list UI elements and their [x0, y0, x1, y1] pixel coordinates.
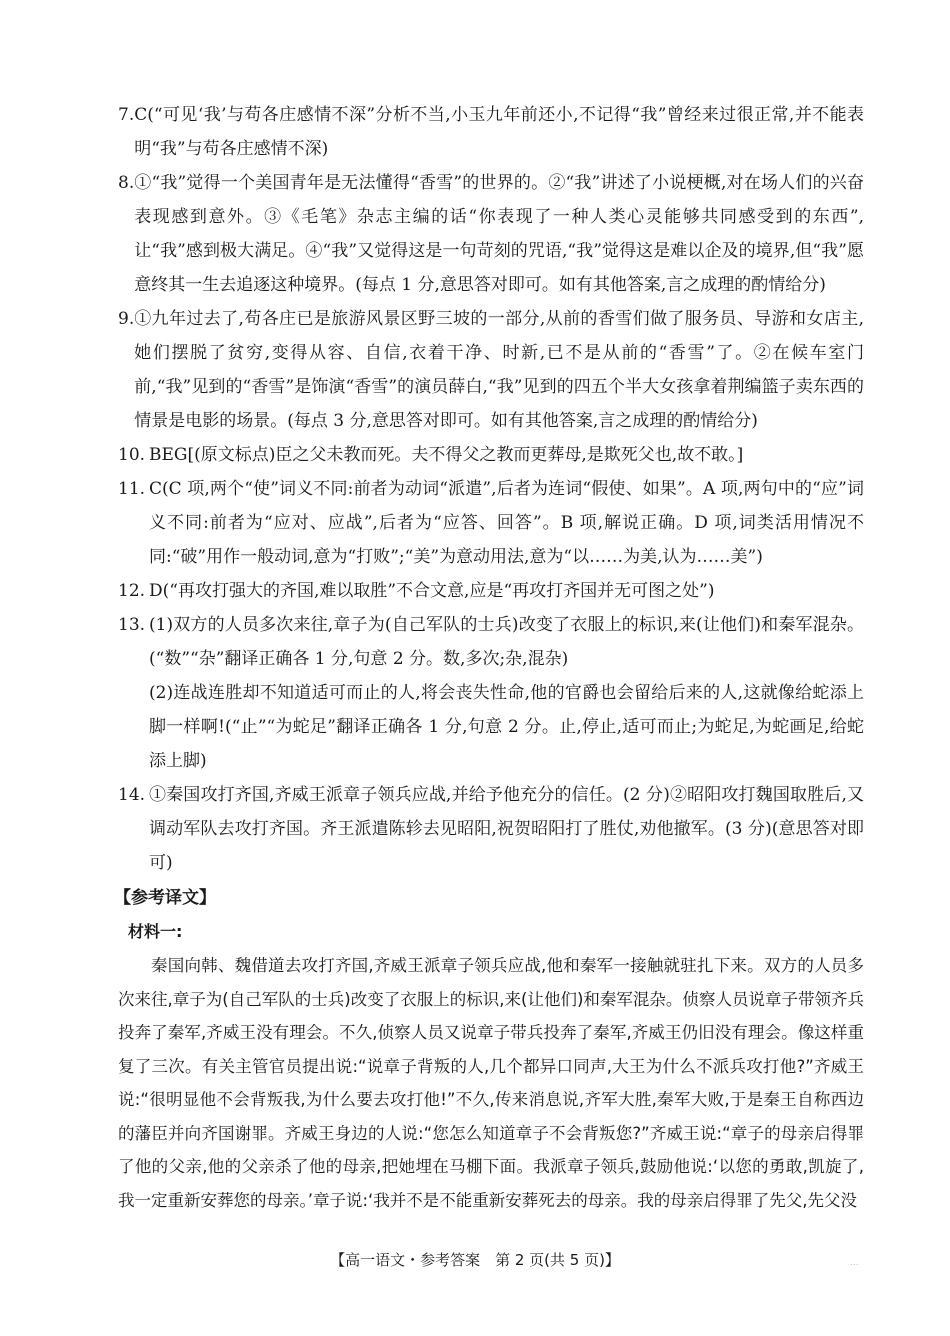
answer-number: 12. [118, 581, 146, 601]
answer-number: 13. [118, 615, 146, 635]
answer-13-part-2: (2)连战连胜却不知道适可而止的人,将会丧失性命,他的官爵也会留给后来的人,这就像给蛇添上脚一样啊!(“止”“为蛇足”翻译正确各 1 分,句意 2 分。止,停止,适可而止;为蛇足,为蛇画足,给蛇添上脚) [149, 683, 864, 771]
answer-number: 14. [118, 785, 146, 805]
answer-item-10 [118, 438, 864, 472]
answer-item-12 [118, 574, 864, 608]
answer-number: 11. [118, 479, 146, 499]
answer-text: ①“我”觉得一个美国青年是无法懂得“香雪”的世界的。②“我”讲述了小说梗概,对在场人们的兴奋表现感到意外。③《毛笔》杂志主编的话“你表现了一种人类心灵能够共同感受到的东西”,让“我”感到极大满足。④“我”又觉得这是一句苛刻的咒语,“我”觉得这是难以企及的境界,但“我”愿意终其一生去追逐这种境界。(每点 1 分,意思答对即可。如有其他答案,言之成理的酌情给分) [134, 173, 864, 295]
answer-item-13 [118, 608, 864, 676]
answer-item-9 [118, 302, 864, 438]
answer-text: (1)双方的人员多次来往,章子为(自己军队的士兵)改变了衣服上的标识,来(让他们)和秦军混杂。(“数”“杂”翻译正确各 1 分,句意 2 分。数,多次;杂,混杂) [149, 615, 864, 669]
answer-item-11 [118, 472, 864, 574]
reference-translation-heading: 【参考译文】 [114, 888, 216, 908]
answer-text: ①秦国攻打齐国,齐威王派章子领兵应战,并给予他充分的信任。(2 分)②昭阳攻打魏国取胜后,又调动军队去攻打齐国。齐王派遣陈轸去见昭阳,祝贺昭阳打了胜仗,劝他撤军。(3 分)(意思答对即可) [149, 785, 864, 873]
answer-text: BEG[(原文标点)臣之父未教而死。夫不得父之教而更葬母,是欺死父也,故不敢。] [149, 445, 744, 465]
answer-number: 8. [118, 173, 135, 193]
answer-number: 10. [118, 445, 146, 465]
answer-number: 9. [118, 309, 135, 329]
answer-text: D(“再攻打强大的齐国,难以取胜”不合文意,应是“再攻打齐国并无可图之处”) [149, 581, 715, 601]
answer-number: 7. [118, 105, 135, 125]
page-content [114, 98, 864, 1217]
answer-text: C(“可见‘我’与苟各庄感情不深”分析不当,小玉九年前还小,不记得“我”曾经来过很正常,并不能表明“我”与苟各庄感情不深) [134, 105, 864, 159]
answer-item-7 [118, 98, 864, 166]
corner-mark: ... [850, 1258, 859, 1268]
translation-paragraph: 秦国向韩、魏借道去攻打齐国,齐威王派章子领兵应战,他和秦军一接触就驻扎下来。双方的人员多次来往,章子为(自己军队的士兵)改变了衣服上的标识,来(让他们)和秦军混杂。侦察人员说章子带领齐兵投奔了秦军,齐威王没有理会。不久,侦察人员又说章子带兵投奔了秦军,齐威王仍旧没有理会。像这样重复了三次。有关主管官员提出说:“说章子背叛的人,几个都异口同声,大王为什么不派兵攻打他?”齐威王说:“很明显他不会背叛我,为什么要去攻打他!”不久,传来消息说,齐军大胜,秦军大败,于是秦王自称西边的藩臣并向齐国谢罪。齐威王身边的人说:“您怎么知道章子不会背叛您?”齐威王说:“章子的母亲启得罪了他的父亲,他的父亲杀了他的母亲,把她埋在马棚下面。我派章子领兵,鼓励他说:‘以您的勇敢,凯旋了,我一定重新安葬您的母亲。’章子说:‘我并不是不能重新安葬死去的母亲。我的母亲启得罪了先父,先父没 [118, 956, 864, 1210]
answer-text: C(C 项,两个“使”词义不同:前者为动词“派遣”,后者为连词“假使、如果”。A 项,两句中的“应”词义不同:前者为“应对、应战”,后者为“应答、回答”。B 项,解说正确。D 项,词类活用情况不同:“破”用作一般动词,意为“打败”;“美”为意动用法,意为“以……为美,认为……美”) [149, 479, 864, 567]
answer-item-14 [118, 778, 864, 880]
answer-text: ①九年过去了,苟各庄已是旅游风景区野三坡的一部分,从前的香雪们做了服务员、导游和女店主,她们摆脱了贫穷,变得从容、自信,衣着干净、时新,已不是从前的“香雪”了。②在候车室门前,“我”见到的“香雪”是饰演“香雪”的演员薛白,“我”见到的四五个半大女孩拿着荆编篮子卖东西的情景是电影的场景。(每点 3 分,意思答对即可。如有其他答案,言之成理的酌情给分) [134, 309, 864, 431]
answer-item-8 [118, 166, 864, 302]
material-one-label: 材料一: [128, 922, 183, 941]
page-footer: 【高一语文・参考答案 第 2 页(共 5 页)】 [330, 1251, 620, 1269]
